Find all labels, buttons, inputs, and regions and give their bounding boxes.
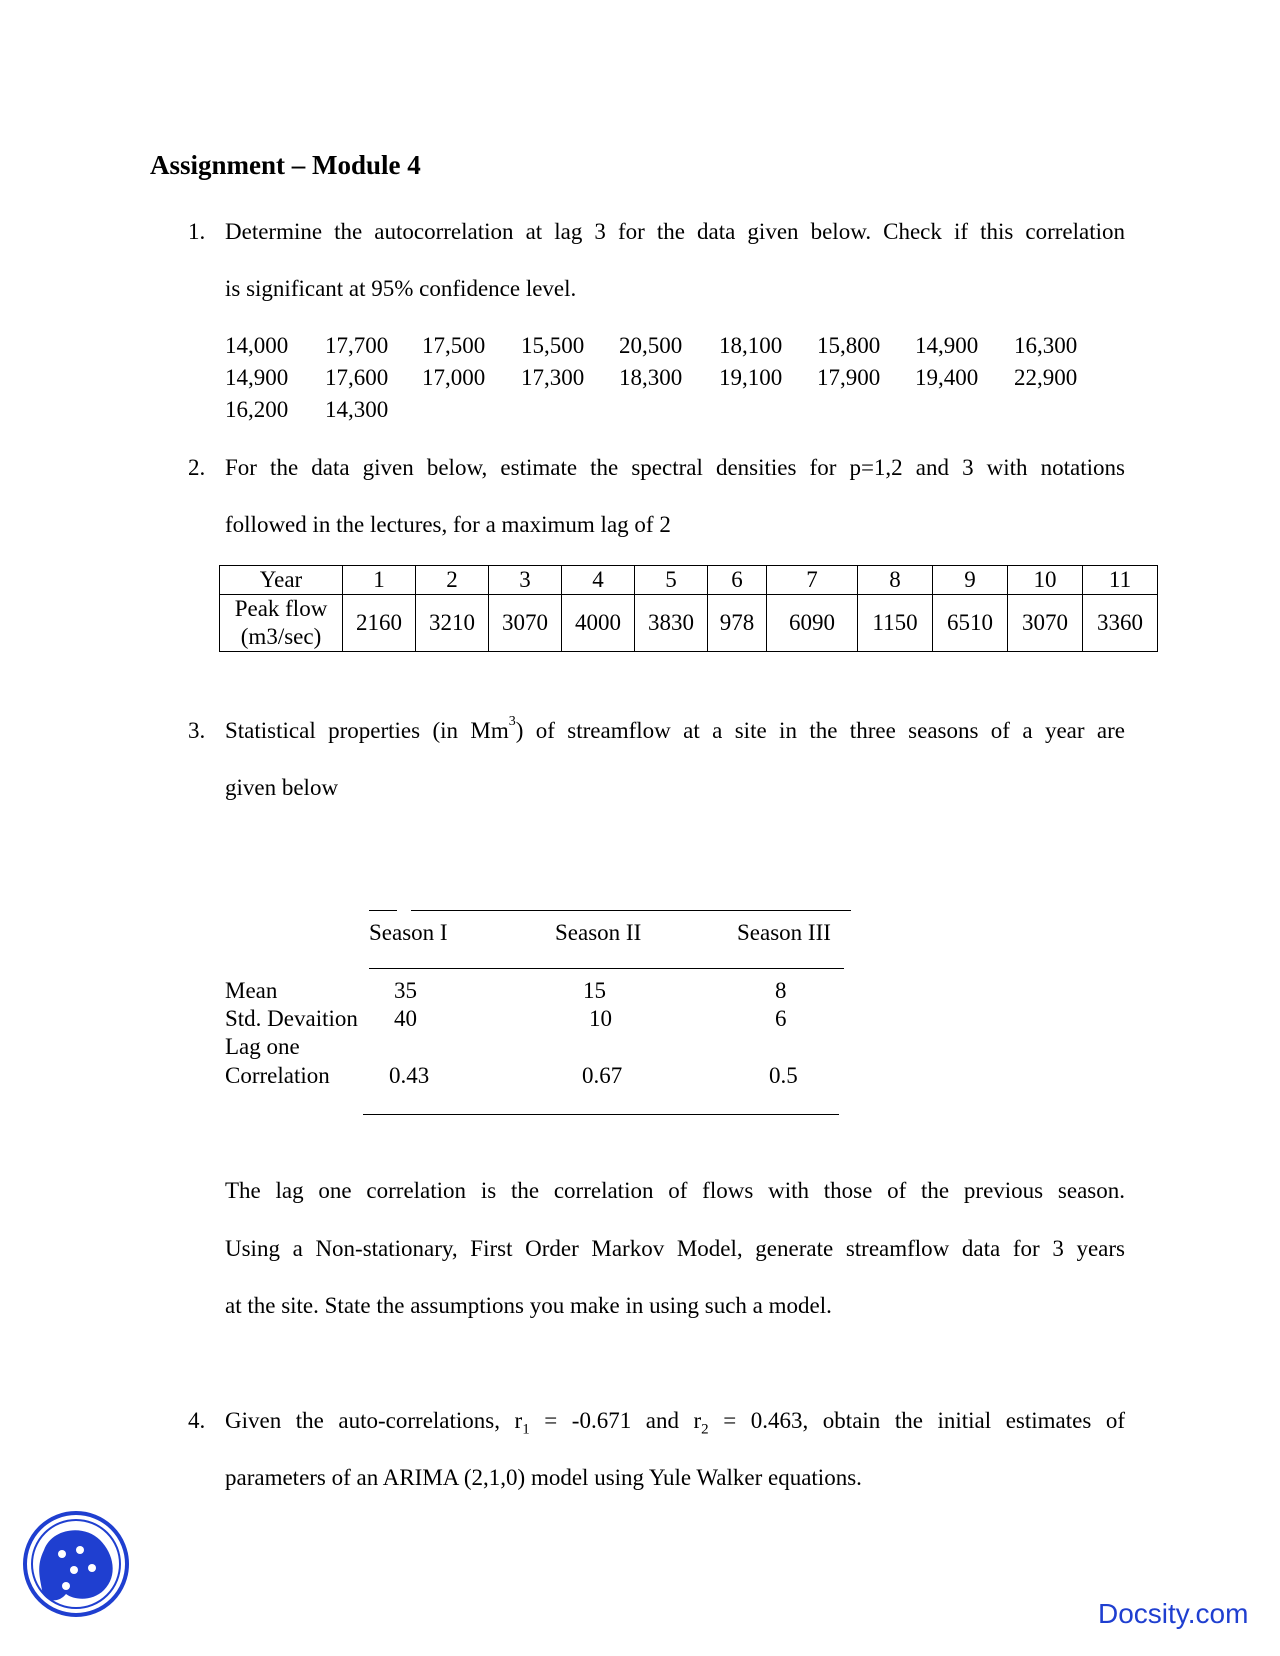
year-cell: 8 [858, 566, 933, 595]
row-label-correlation: Correlation [225, 1063, 330, 1088]
docsity-brand-link[interactable]: Docsity.com [1098, 1598, 1249, 1629]
q1-data-value: 17,900 [817, 365, 881, 390]
flow-cell: 3360 [1083, 595, 1158, 652]
q1-data-value: 19,400 [915, 365, 979, 390]
year-row [220, 566, 1158, 595]
q1-data-value: 14,900 [225, 365, 289, 390]
q1-data-value: 16,200 [225, 397, 289, 422]
q1-data-value: 14,900 [915, 333, 979, 358]
q1-data-values [225, 333, 1125, 433]
q1-text-line2: is significant at 95% confidence level. [225, 276, 577, 301]
q3-para-line1: The lag one correlation is the correlation of flows with those of the previous season. [225, 1178, 1125, 1203]
q4-text-line2: parameters of an ARIMA (2,1,0) model using Yule Walker equations. [225, 1465, 862, 1490]
q3-superscript: 3 [508, 714, 516, 729]
table-rule-header [369, 968, 844, 969]
corr-season-3: 0.5 [769, 1063, 798, 1088]
q1-data-value: 18,100 [719, 333, 783, 358]
year-cell: 11 [1083, 566, 1158, 595]
flow-cell: 3210 [416, 595, 489, 652]
row-label-lag-one: Lag one [225, 1034, 300, 1059]
q1-data-value: 22,900 [1014, 365, 1078, 390]
peak-flow-label: Peak flow [234, 596, 328, 621]
q2-number: 2. [188, 455, 206, 480]
q3-para-line3: at the site. State the assumptions you make in using such a model. [225, 1293, 832, 1318]
q1-data-value: 14,300 [325, 397, 389, 422]
season-header-3: Season III [737, 920, 831, 945]
year-cell: 3 [489, 566, 562, 595]
mean-season-1: 35 [394, 978, 417, 1003]
year-cell: 6 [708, 566, 767, 595]
flow-cell: 6510 [933, 595, 1008, 652]
q4-number: 4. [188, 1408, 206, 1433]
flow-cell: 978 [708, 595, 767, 652]
flow-cell: 4000 [562, 595, 635, 652]
table-rule-top-short [369, 910, 397, 911]
q1-text-line1: Determine the autocorrelation at lag 3 for the data given below. Check if this correlation [225, 219, 1125, 244]
q1-data-value: 18,300 [619, 365, 683, 390]
std-season-3: 6 [775, 1006, 787, 1031]
mean-season-3: 8 [775, 978, 787, 1003]
q3-text-part-a: Statistical properties (in Mm [225, 718, 509, 743]
docsity-logo-icon[interactable] [22, 1510, 130, 1618]
peak-flow-row [220, 595, 1158, 652]
peak-flow-header [220, 595, 343, 652]
corr-season-2: 0.67 [582, 1063, 623, 1088]
season-header-1: Season I [369, 920, 448, 945]
q2-text-line1: For the data given below, estimate the spectral densities for p=1,2 and 3 with notations [225, 455, 1125, 480]
flow-cell: 3830 [635, 595, 708, 652]
year-cell: 4 [562, 566, 635, 595]
q1-number: 1. [188, 219, 206, 244]
q3-text-line1 [225, 714, 1125, 744]
peak-flow-table [219, 565, 1158, 652]
flow-cell: 6090 [767, 595, 858, 652]
q3-text-line2: given below [225, 775, 339, 800]
mean-season-2: 15 [583, 978, 606, 1003]
q4-subscript-2: 2 [701, 1421, 709, 1438]
flow-cell: 3070 [489, 595, 562, 652]
row-label-mean: Mean [225, 978, 278, 1003]
std-season-2: 10 [589, 1006, 612, 1031]
q3-para-line2: Using a Non-stationary, First Order Markov Model, generate streamflow data for 3 years [225, 1236, 1125, 1261]
q4-text-part-b: = -0.671 and r [529, 1408, 702, 1433]
q3-number: 3. [188, 718, 206, 743]
q2-text-line2: followed in the lectures, for a maximum lag of 2 [225, 512, 671, 537]
q1-data-value: 19,100 [719, 365, 783, 390]
q1-data-value: 15,800 [817, 333, 881, 358]
q1-data-value: 17,300 [521, 365, 585, 390]
year-cell: 9 [933, 566, 1008, 595]
q1-data-value: 20,500 [619, 333, 683, 358]
flow-cell: 1150 [858, 595, 933, 652]
q1-data-value: 14,000 [225, 333, 289, 358]
q1-data-value: 17,000 [422, 365, 486, 390]
year-cell: 5 [635, 566, 708, 595]
q1-data-value: 15,500 [521, 333, 585, 358]
corr-season-1: 0.43 [389, 1063, 430, 1088]
year-header: Year [220, 566, 343, 595]
q4-text-line1 [225, 1408, 1125, 1439]
q1-data-value: 17,500 [422, 333, 486, 358]
q4-text-part-c: = 0.463, obtain the initial estimates of [708, 1408, 1126, 1433]
season-header-2: Season II [555, 920, 642, 945]
q4-subscript-1: 1 [522, 1421, 530, 1438]
q1-data-value: 16,300 [1014, 333, 1078, 358]
year-cell: 10 [1008, 566, 1083, 595]
flow-cell: 3070 [1008, 595, 1083, 652]
q1-data-value: 17,700 [325, 333, 389, 358]
year-cell: 2 [416, 566, 489, 595]
table-rule-top [411, 910, 851, 911]
year-cell: 1 [343, 566, 416, 595]
q3-text-part-b: ) of streamflow at a site in the three seasons of a year are [515, 718, 1125, 743]
std-season-1: 40 [394, 1006, 417, 1031]
q4-text-part-a: Given the auto-correlations, r [225, 1408, 523, 1433]
peak-flow-unit: (m3/sec) [240, 624, 322, 649]
table-rule-bottom [363, 1114, 839, 1115]
flow-cell: 2160 [343, 595, 416, 652]
year-cell: 7 [767, 566, 858, 595]
q1-data-value: 17,600 [325, 365, 389, 390]
page-title: Assignment – Module 4 [150, 150, 421, 180]
row-label-std: Std. Devaition [225, 1006, 358, 1031]
